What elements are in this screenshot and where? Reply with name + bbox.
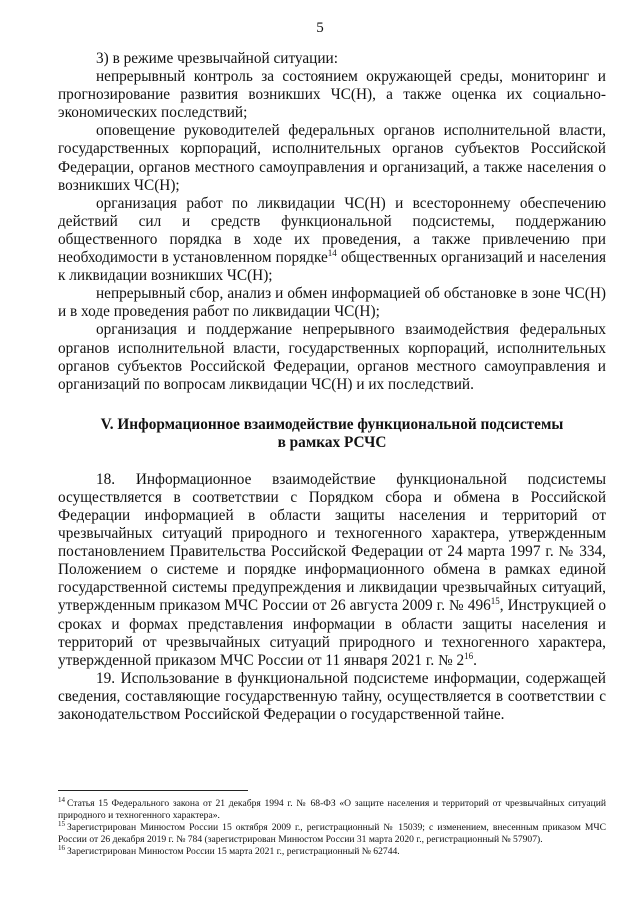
list-item-3-title: 3) в режиме чрезвычайной ситуации: <box>96 50 338 67</box>
paragraph-interaction: организация и поддержание непрерывного взаимодействия федеральных органов исполнительной власти, государственных корпораций, исполнительных органов субъектов Российской Федерации, органов местного самоуправления и организаций по вопросам ликвидации ЧС(Н) и их последствий. <box>58 321 606 393</box>
paragraph-organization-works <box>58 195 606 285</box>
clause-18 <box>58 471 606 670</box>
footnote-text: Статья 15 Федерального закона от 21 декабря 1994 г. № 68-ФЗ «О защите населения и территорий от чрезвычайных ситуаций природного и техногенного характера». <box>58 798 606 821</box>
footnote-text: Зарегистрирован Минюстом России 15 марта 2021 г., регистрационный № 62744. <box>67 846 400 858</box>
footnote-divider <box>58 790 248 791</box>
section-heading <box>58 416 606 453</box>
footnote-text: Зарегистрирован Минюстом России 15 октября 2009 г., регистрационный № 15039; с изменением, внесенным приказом МЧС России от 26 декабря 2019 г. № 784 (зарегистрирован Минюстом России 31 марта 2020 г., регистрационный № 57907). <box>58 822 606 845</box>
paragraph-information-collection: непрерывный сбор, анализ и обмен информацией об обстановке в зоне ЧС(Н) и в ходе проведения работ по ликвидации ЧС(Н); <box>58 285 606 321</box>
paragraph-text: организация работ по ликвидации ЧС(Н) и всестороннему обеспечению действий сил и средств функциональной подсистемы, поддержанию общественного порядка в ходе их проведения, а также привлечению при необходимости в установленном порядке <box>58 194 606 267</box>
clause-text: . <box>473 651 477 669</box>
footnote-16 <box>58 846 606 858</box>
footnotes <box>58 795 606 859</box>
footnote-ref-15: 15 <box>490 596 500 607</box>
paragraph-monitoring: непрерывный контроль за состоянием окружающей среды, мониторинг и прогнозирование развития возникших ЧС(Н), а также оценка их социально-экономических последствий; <box>58 68 606 122</box>
clause-19: 19. Использование в функциональной подсистеме информации, содержащей сведения, составляющие государственную тайну, осуществляется в соответствии с законодательством Российской Федерации о государственной тайне. <box>58 669 606 723</box>
footnote-ref-14: 14 <box>327 247 337 258</box>
clause-text: 18. Информационное взаимодействие функциональной подсистемы осуществляется в соответствии с Порядком сбора и обмена в Российской Федерации информацией в области защиты населения и территорий от чрезвычайных ситуаций природного и техногенного характера, утвержденным постановлением Правительства Российской Федерации от 24 марта 1997 г. № 334, Положением о системе и порядке информационного обмена в рамках единой государственной системы предупреждения и ликвидации чрезвычайных ситуаций, утвержденным приказом МЧС России от 26 августа 2009 г. № 496 <box>58 470 606 615</box>
document-body <box>58 50 606 724</box>
page-number: 5 <box>316 20 324 36</box>
footnote-ref-16: 16 <box>464 650 474 661</box>
section-heading-line: в рамках РСЧС <box>277 434 387 452</box>
section-heading-line: V. Информационное взаимодействие функциональной подсистемы <box>100 415 564 433</box>
footnote-14 <box>58 795 606 821</box>
paragraph-notification: оповещение руководителей федеральных органов исполнительной власти, государственных корпораций, исполнительных органов субъектов Российской Федерации, органов местного самоуправления и организаций, а также населения о возникших ЧС(Н); <box>58 122 606 194</box>
footnote-mark: 14 <box>58 795 65 804</box>
footnote-15 <box>58 822 606 845</box>
footnote-mark: 16 <box>58 844 65 853</box>
paragraph-text: общественных организаций и населения к ликвидации возникших ЧС(Н); <box>58 249 606 285</box>
clause-text: , Инструкцией о сроках и формах представления информации в области защиты населения и территорий от чрезвычайных ситуаций природного и техногенного характера, утвержденной приказом МЧС России от 11 января 2021 г. № 2 <box>58 597 606 669</box>
footnote-mark: 15 <box>58 820 65 828</box>
